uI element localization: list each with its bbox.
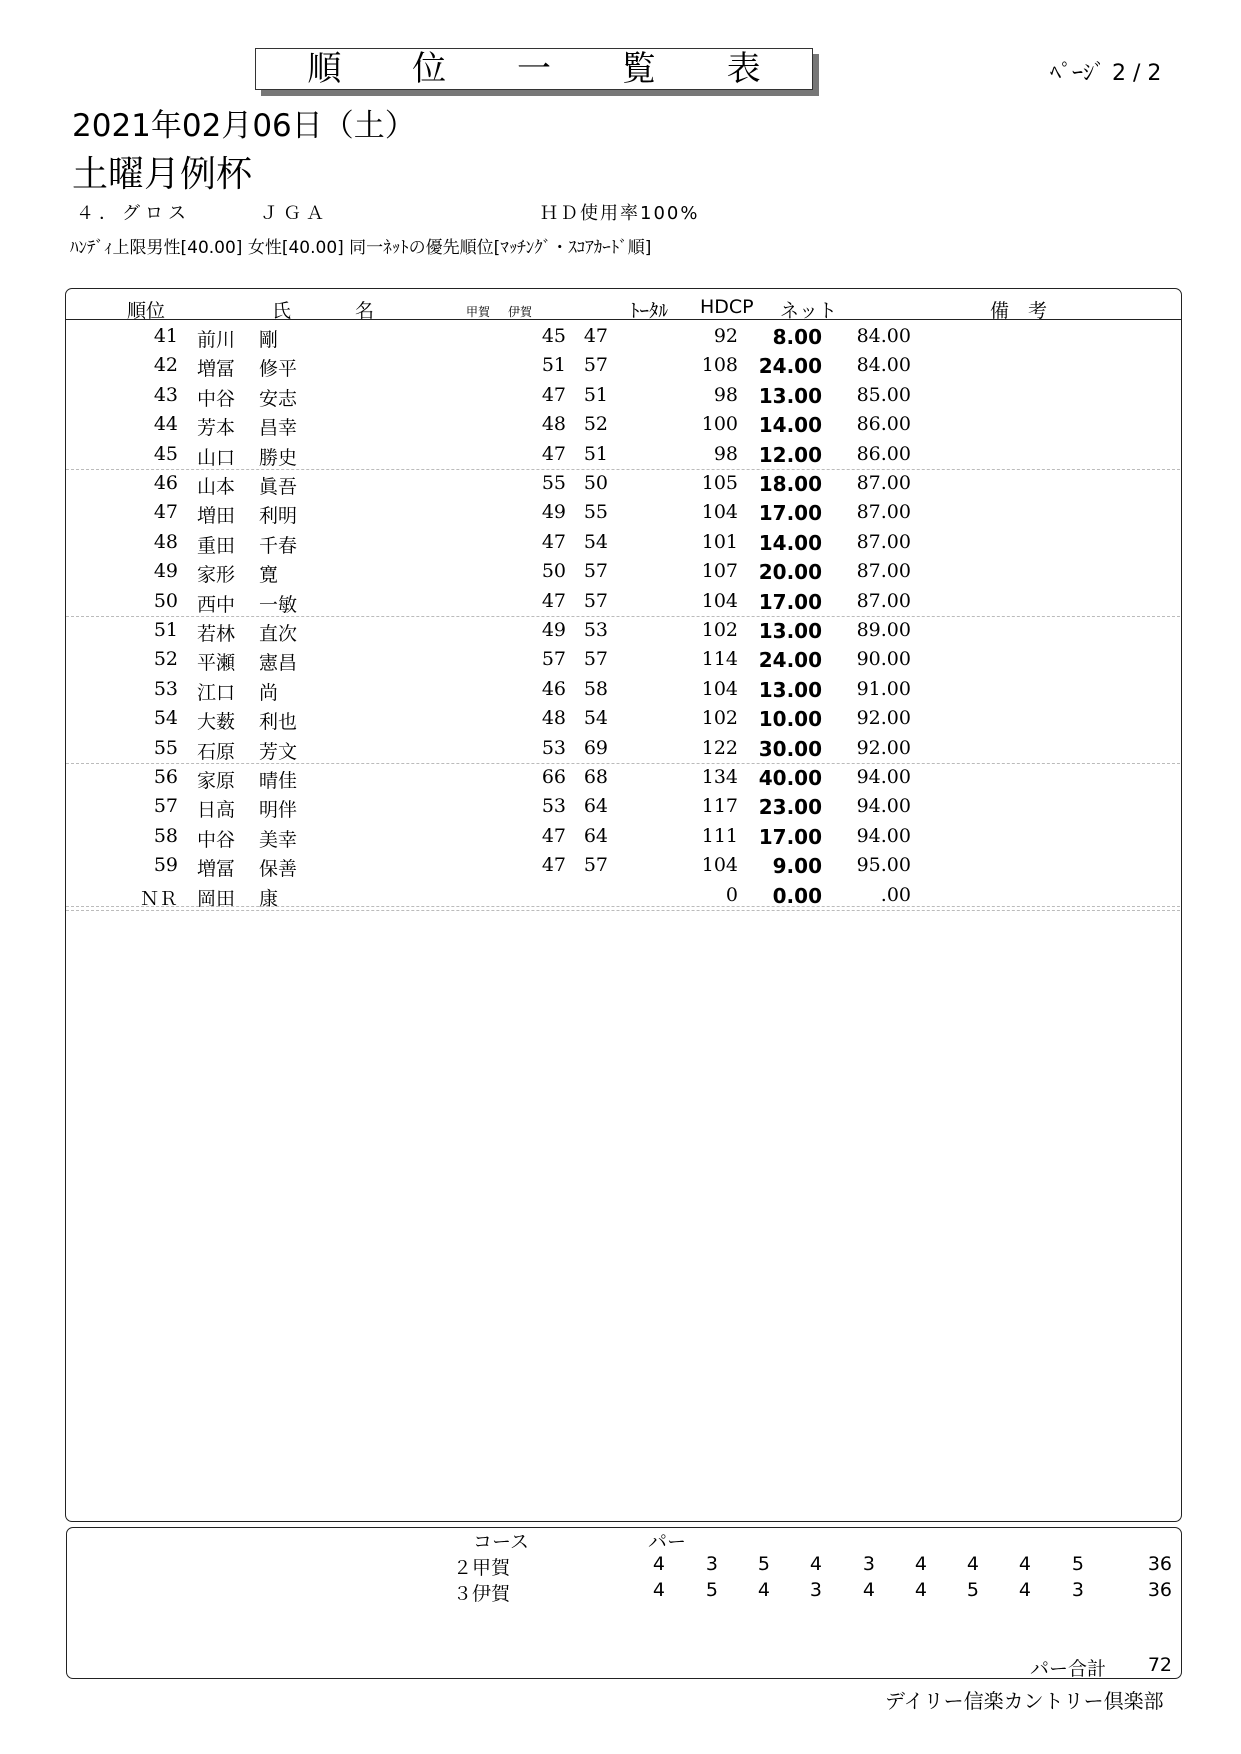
cell-iga: 57 (583, 589, 608, 612)
cell-last: 大薮 (197, 711, 236, 734)
cell-last: 山本 (197, 476, 236, 498)
cell-iga: 57 (583, 354, 608, 377)
cell-total: 111 (701, 824, 738, 847)
cell-hdcp: 13.00 (758, 383, 822, 408)
hole-par: 5 (966, 1579, 979, 1601)
cell-net: 87.00 (856, 472, 911, 494)
cell-total: 100 (701, 413, 738, 436)
table-row (66, 322, 1180, 351)
cell-net: 92.00 (856, 707, 911, 730)
table-row (66, 410, 1180, 439)
cell-first: 利明 (259, 505, 298, 528)
cell-hdcp: 14.00 (758, 530, 822, 555)
cell-iga: 69 (583, 736, 608, 759)
score-type: ４．グロス ＪＧＡ (76, 203, 329, 224)
hole-par: 4 (862, 1579, 875, 1601)
cell-iga: 55 (583, 501, 608, 524)
header-hdcp: HDCP (700, 296, 754, 318)
par-total-value: 72 (1147, 1654, 1172, 1676)
cell-iga: 50 (583, 472, 608, 494)
header-rank: 順位 (127, 300, 166, 322)
cell-first: 芳文 (259, 740, 298, 763)
cell-iga: 51 (583, 442, 608, 465)
cell-hdcp: 14.00 (758, 413, 822, 438)
cell-rank: 49 (153, 560, 178, 583)
cell-last: 平瀬 (197, 652, 236, 675)
cell-hdcp: 23.00 (758, 795, 822, 820)
cell-net: 85.00 (856, 383, 911, 406)
cell-rank: 46 (153, 472, 178, 494)
cell-iga: 57 (583, 648, 608, 671)
cell-iga: 47 (583, 325, 608, 347)
cell-net: 87.00 (856, 560, 911, 583)
cell-iga: 52 (583, 413, 608, 436)
table-end-divider (66, 906, 1180, 907)
cell-koka: 47 (541, 824, 566, 847)
cell-total: 114 (701, 648, 738, 671)
cell-first: 一敏 (259, 593, 298, 616)
cell-total: 102 (701, 619, 738, 641)
table-row (66, 645, 1180, 674)
hole-par: 5 (757, 1553, 770, 1575)
cell-koka: 47 (541, 383, 566, 406)
cell-hdcp: 20.00 (758, 560, 822, 585)
cell-koka: 50 (541, 560, 566, 583)
cell-rank: 44 (153, 413, 178, 436)
header-remarks: 備 考 (990, 300, 1048, 322)
cell-hdcp: 8.00 (772, 325, 822, 349)
cell-last: 岡田 (197, 887, 236, 910)
cell-koka: 47 (541, 589, 566, 612)
cell-last: 山口 (197, 446, 236, 469)
cell-total: 122 (701, 736, 738, 759)
cell-net: 87.00 (856, 589, 911, 612)
cell-rank: 54 (153, 707, 178, 730)
cell-first: 美幸 (259, 828, 298, 851)
handicap-conditions: ﾊﾝﾃﾞｨ上限男性[40.00] 女性[40.00] 同一ﾈｯﾄの優先順位[ﾏｯﾁﾝｸﾞ・ｽｺｱｶｰﾄﾞ順] (70, 238, 652, 258)
cell-first: 剛 (259, 329, 279, 351)
cell-hdcp: 10.00 (758, 707, 822, 732)
cell-last: 石原 (197, 740, 236, 763)
cell-last: 増冨 (197, 858, 236, 881)
cell-total: 0 (725, 883, 738, 906)
cell-koka: 48 (541, 707, 566, 730)
cell-first: 保善 (259, 858, 298, 881)
table-row (66, 851, 1180, 880)
hole-par: 5 (1071, 1553, 1084, 1575)
header-iga: 伊賀 (508, 305, 533, 319)
cell-rank: 41 (153, 325, 178, 347)
table-row (66, 351, 1180, 380)
cell-koka: 57 (541, 648, 566, 671)
cell-net: 95.00 (856, 854, 911, 877)
cell-first: 康 (259, 887, 279, 910)
cell-koka: 45 (541, 325, 566, 347)
cell-iga: 54 (583, 530, 608, 553)
cell-rank: 55 (153, 736, 178, 759)
cell-hdcp: 12.00 (758, 442, 822, 467)
hole-par: 4 (966, 1553, 979, 1575)
cell-last: 芳本 (197, 417, 236, 440)
course-header: コース (473, 1531, 530, 1553)
cell-total: 134 (701, 766, 738, 788)
cell-koka: 51 (541, 354, 566, 377)
hole-par: 3 (705, 1553, 718, 1575)
header-net: ネット (780, 300, 838, 322)
cell-last: 若林 (197, 623, 236, 645)
hole-par: 4 (652, 1553, 665, 1575)
cell-rank: 53 (153, 677, 178, 700)
page-title: 順 位 一 覧 表 (255, 48, 813, 90)
par-header: パー (648, 1531, 687, 1553)
header-koka: 甲賀 (466, 305, 491, 319)
hole-par: 3 (862, 1553, 875, 1575)
cell-koka: 47 (541, 854, 566, 877)
cell-koka: 55 (541, 472, 566, 494)
cell-first: 千春 (259, 534, 298, 557)
cell-first: 尚 (259, 681, 279, 704)
cell-iga: 51 (583, 383, 608, 406)
table-row (66, 704, 1180, 733)
cell-iga: 53 (583, 619, 608, 641)
cell-rank: 59 (153, 854, 178, 877)
cell-last: 重田 (197, 534, 236, 557)
table-row (66, 734, 1180, 764)
cell-rank: 58 (153, 824, 178, 847)
cell-total: 108 (701, 354, 738, 377)
cell-koka: 49 (541, 501, 566, 524)
cell-total: 117 (701, 795, 738, 818)
cell-first: 明伴 (259, 799, 298, 822)
cell-total: 105 (701, 472, 738, 494)
cell-koka: 47 (541, 442, 566, 465)
cell-iga: 68 (583, 766, 608, 788)
cell-koka: 48 (541, 413, 566, 436)
cell-iga: 64 (583, 795, 608, 818)
cell-last: 日高 (197, 799, 236, 822)
cell-last: 中谷 (197, 828, 236, 851)
hole-par: 3 (809, 1579, 822, 1601)
hole-par: 4 (914, 1579, 927, 1601)
cell-hdcp: 9.00 (772, 854, 822, 879)
cell-total: 104 (701, 677, 738, 700)
table-row (66, 587, 1180, 617)
cell-total: 101 (701, 530, 738, 553)
hd-rate: ＨＤ使用率100% (540, 203, 700, 224)
cell-iga: 57 (583, 560, 608, 583)
cell-last: 前川 (197, 329, 236, 351)
cell-iga: 64 (583, 824, 608, 847)
hole-par: 3 (1071, 1579, 1084, 1601)
cell-rank: 48 (153, 530, 178, 553)
cell-hdcp: 18.00 (758, 472, 822, 496)
table-row (66, 616, 1180, 645)
table-row (66, 381, 1180, 410)
cell-first: 安志 (259, 387, 298, 410)
cell-first: 修平 (259, 358, 298, 381)
cell-rank: 42 (153, 354, 178, 377)
table-row (66, 822, 1180, 851)
table-row (66, 557, 1180, 586)
cell-last: 西中 (197, 593, 236, 616)
header-total: ﾄｰﾀﾙ (630, 300, 669, 322)
cell-last: 中谷 (197, 387, 236, 410)
event-name: 土曜月例杯 (72, 154, 253, 195)
cell-total: 92 (713, 325, 738, 347)
cell-koka: 47 (541, 530, 566, 553)
cell-rank: 51 (153, 619, 178, 641)
cell-first: 利也 (259, 711, 298, 734)
cell-first: 眞吾 (259, 476, 298, 498)
table-row (66, 763, 1180, 792)
par-total-label: パー合計 (1030, 1658, 1107, 1680)
cell-net: 90.00 (856, 648, 911, 671)
cell-total: 104 (701, 854, 738, 877)
cell-first: 直次 (259, 623, 298, 645)
cell-iga: 54 (583, 707, 608, 730)
cell-hdcp: 17.00 (758, 589, 822, 614)
course-name: ２甲賀 (453, 1557, 511, 1579)
table-row (66, 528, 1180, 557)
cell-hdcp: 30.00 (758, 736, 822, 761)
header-name-last: 名 (355, 300, 375, 322)
cell-total: 104 (701, 501, 738, 524)
header-name-first: 氏 (272, 300, 292, 322)
cell-hdcp: 17.00 (758, 501, 822, 526)
cell-hdcp: 40.00 (758, 766, 822, 790)
hole-par: 4 (809, 1553, 822, 1575)
cell-last: 増田 (197, 505, 236, 528)
cell-first: 昌幸 (259, 417, 298, 440)
cell-hdcp: 13.00 (758, 619, 822, 643)
cell-net: .00 (880, 883, 911, 906)
cell-last: 家形 (197, 564, 236, 587)
event-date: 2021年02月06日（土） (72, 108, 416, 144)
course-name: ３伊賀 (453, 1583, 511, 1605)
cell-hdcp: 0.00 (772, 883, 822, 908)
cell-iga: 57 (583, 854, 608, 877)
cell-koka: 46 (541, 677, 566, 700)
cell-koka: 49 (541, 619, 566, 641)
cell-total: 104 (701, 589, 738, 612)
cell-net: 86.00 (856, 442, 911, 465)
cell-last: 家原 (197, 770, 236, 792)
cell-hdcp: 24.00 (758, 354, 822, 379)
cell-iga: 58 (583, 677, 608, 700)
table-row (66, 792, 1180, 821)
cell-total: 102 (701, 707, 738, 730)
cell-total: 98 (713, 442, 738, 465)
cell-koka: 53 (541, 736, 566, 759)
cell-last: 増冨 (197, 358, 236, 381)
cell-net: 94.00 (856, 795, 911, 818)
cell-first: 寛 (259, 564, 279, 587)
cell-net: 94.00 (856, 766, 911, 788)
course-par-frame (66, 1527, 1182, 1679)
hole-par: 4 (1018, 1579, 1031, 1601)
cell-koka: 66 (541, 766, 566, 788)
cell-net: 91.00 (856, 677, 911, 700)
cell-first: 晴佳 (259, 770, 298, 792)
cell-hdcp: 13.00 (758, 677, 822, 702)
hole-par: 5 (705, 1579, 718, 1601)
cell-hdcp: 17.00 (758, 824, 822, 849)
cell-last: 江口 (197, 681, 236, 704)
cell-rank: 45 (153, 442, 178, 465)
cell-total: 98 (713, 383, 738, 406)
page-number: ﾍﾟｰｼﾞ 2 / 2 (1050, 61, 1162, 86)
cell-net: 84.00 (856, 325, 911, 347)
hole-par: 4 (652, 1579, 665, 1601)
cell-rank: 56 (153, 766, 178, 788)
cell-rank: 47 (153, 501, 178, 524)
course-total: 36 (1147, 1579, 1172, 1601)
cell-net: 87.00 (856, 530, 911, 553)
hole-par: 4 (757, 1579, 770, 1601)
club-name: デイリー信楽カントリー倶楽部 (885, 1689, 1164, 1713)
cell-net: 89.00 (856, 619, 911, 641)
cell-rank: ＮＲ (139, 887, 178, 910)
cell-hdcp: 24.00 (758, 648, 822, 673)
cell-net: 86.00 (856, 413, 911, 436)
hole-par: 4 (1018, 1553, 1031, 1575)
table-row (66, 498, 1180, 527)
table-row (66, 675, 1180, 704)
table-row (66, 440, 1180, 470)
cell-rank: 43 (153, 383, 178, 406)
cell-koka: 53 (541, 795, 566, 818)
cell-rank: 50 (153, 589, 178, 612)
cell-rank: 57 (153, 795, 178, 818)
cell-net: 84.00 (856, 354, 911, 377)
cell-first: 勝史 (259, 446, 298, 469)
hole-par: 4 (914, 1553, 927, 1575)
course-total: 36 (1147, 1553, 1172, 1575)
cell-net: 92.00 (856, 736, 911, 759)
table-row (66, 469, 1180, 498)
cell-rank: 52 (153, 648, 178, 671)
cell-first: 憲昌 (259, 652, 298, 675)
cell-net: 94.00 (856, 824, 911, 847)
cell-total: 107 (701, 560, 738, 583)
cell-net: 87.00 (856, 501, 911, 524)
